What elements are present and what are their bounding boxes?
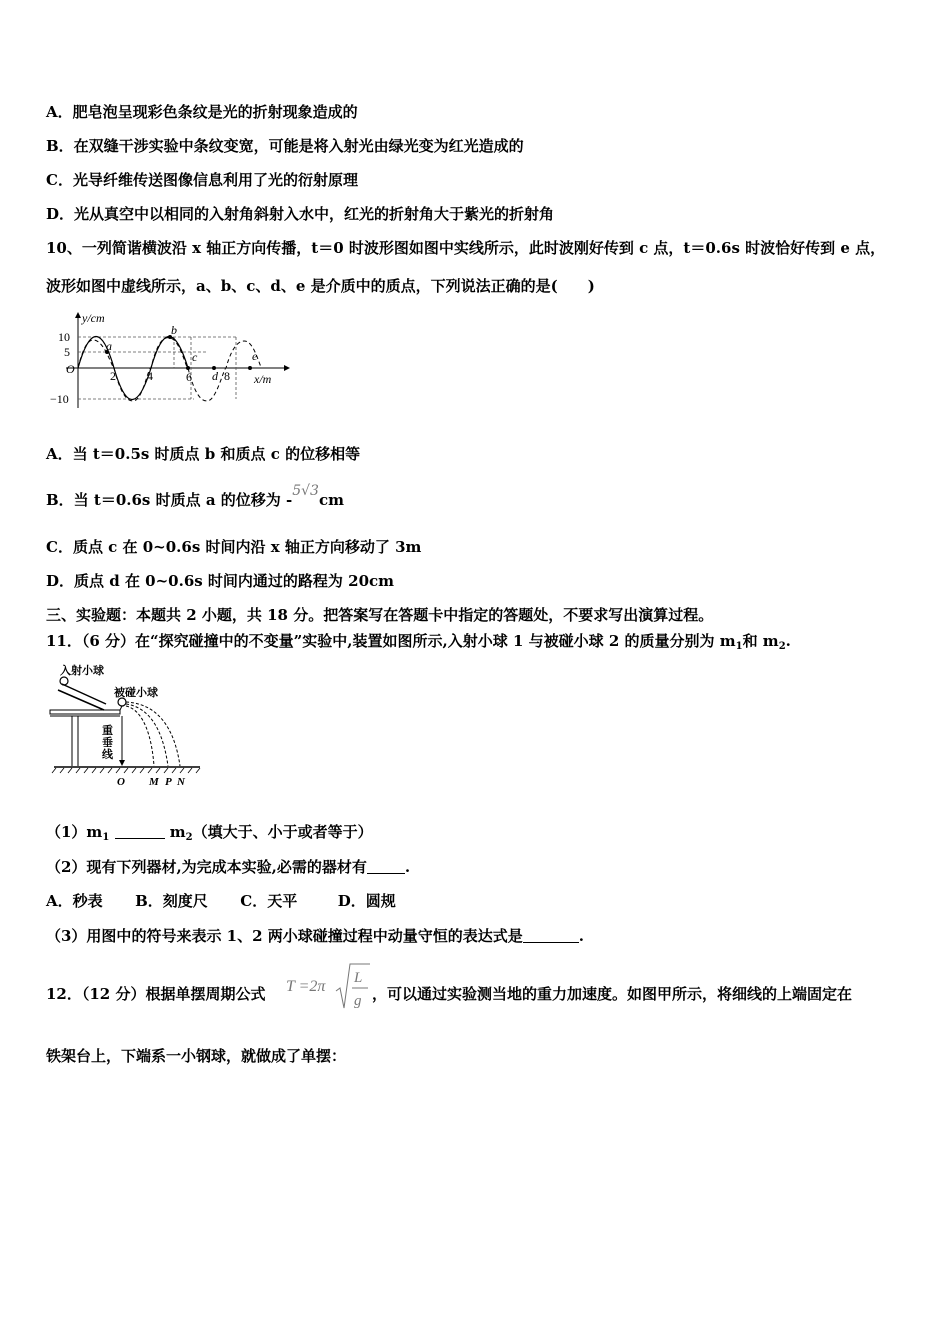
q11-m1-sub: 1 bbox=[735, 641, 743, 652]
point-o-label: O bbox=[117, 776, 125, 788]
q11-stem-mid: 和 m bbox=[742, 632, 779, 650]
q11-part1 bbox=[46, 822, 373, 848]
q11-part2-text: （2）现有下列器材,为完成本实验,必需的器材有 bbox=[46, 858, 367, 876]
q10-option-c: C．质点 c 在 0~0.6s 时间内沿 x 轴正方向移动了 3m bbox=[46, 538, 422, 556]
q11-part1-post: （填大于、小于或者等于） bbox=[192, 823, 373, 841]
x-tick-2: 2 bbox=[110, 369, 116, 383]
q11-part2-end: . bbox=[404, 858, 411, 876]
q11-part1-sub1: 1 bbox=[102, 832, 110, 843]
q11-option-d: D．圆规 bbox=[337, 892, 396, 910]
collision-apparatus-figure bbox=[46, 660, 206, 790]
q11-part3 bbox=[46, 926, 584, 946]
x-tick-4: 4 bbox=[147, 369, 153, 383]
x-tick-8: 8 bbox=[224, 369, 230, 383]
label-c: c bbox=[192, 350, 198, 364]
formula-numerator: L bbox=[354, 970, 363, 986]
q11-part3-text: （3）用图中的符号来表示 1、2 两小球碰撞过程中动量守恒的表达式是 bbox=[46, 927, 523, 945]
origin-label: O bbox=[66, 362, 75, 376]
x-tick-6: 6 bbox=[186, 370, 192, 384]
plumb-line-label-1: 重 bbox=[102, 725, 113, 737]
q11-stem-pre: 11．（6 分）在“探究碰撞中的不变量”实验中,装置如图所示,入射小球 1 与被碰小球 2 的质量分别为 m bbox=[46, 632, 736, 650]
plumb-line-label-2: 垂 bbox=[102, 737, 113, 749]
q11-part1-m2: m bbox=[169, 823, 186, 841]
x-axis-arrow bbox=[284, 365, 290, 371]
q11-stem bbox=[46, 631, 791, 657]
q9-option-d: D．光从真空中以相同的入射角斜射入水中，红光的折射角大于紫光的折射角 bbox=[46, 205, 555, 223]
q11-stem-end: . bbox=[785, 632, 791, 650]
q10-stem-line2: 波形如图中虚线所示，a、b、c、d、e 是介质中的质点，下列说法正确的是( ) bbox=[46, 277, 595, 295]
q9-option-b: B．在双缝干涉实验中条纹变宽，可能是将入射光由绿光变为红光造成的 bbox=[46, 137, 524, 155]
label-e: e bbox=[252, 349, 258, 363]
q12-stem-post: ，可以通过实验测当地的重力加速度。如图甲所示，将细线的上端固定在 bbox=[372, 985, 853, 1003]
target-ball bbox=[118, 698, 126, 706]
q10-stem-line1: 10、一列简谐横波沿 x 轴正方向传播，t＝0 时波形图如图中实线所示，此时波刚好传到 c 点，t＝0.6s 时波恰好传到 e 点， bbox=[46, 239, 886, 257]
q11-m2-sub: 2 bbox=[778, 641, 786, 652]
q11-option-c: C．天平 bbox=[240, 892, 298, 910]
point-p-label: P bbox=[165, 776, 172, 788]
label-d: d bbox=[212, 369, 218, 383]
q10-option-d: D．质点 d 在 0~0.6s 时间内通过的路程为 20cm bbox=[46, 572, 395, 590]
y-axis-arrow bbox=[75, 312, 81, 318]
q11-part3-blank[interactable] bbox=[523, 928, 579, 943]
plumb-line-label-3: 线 bbox=[102, 749, 113, 761]
q11-part1-blank[interactable] bbox=[115, 824, 165, 839]
q12-stem-line2: 铁架台上，下端系一小钢球，就做成了单摆： bbox=[46, 1047, 347, 1065]
q10-option-b bbox=[46, 483, 344, 511]
q11-part1-pre: （1）m bbox=[46, 823, 103, 841]
q9-option-a: A．肥皂泡呈现彩色条纹是光的折射现象造成的 bbox=[46, 103, 358, 121]
q11-part1-sub2: 2 bbox=[185, 832, 193, 843]
q11-part2 bbox=[46, 857, 410, 877]
y-tick-10: 10 bbox=[58, 330, 70, 344]
y-tick-neg10: −10 bbox=[50, 392, 69, 406]
point-m-label: M bbox=[149, 776, 159, 788]
point-n-label: N bbox=[177, 776, 185, 788]
formula-denominator: g bbox=[354, 993, 362, 1009]
target-ball-label: 被碰小球 bbox=[114, 687, 158, 699]
q12-stem bbox=[46, 984, 265, 1004]
formula-lhs: T =2π bbox=[286, 978, 326, 995]
q11-part2-blank[interactable] bbox=[367, 859, 405, 874]
point-e bbox=[248, 366, 252, 370]
q11-part3-end: . bbox=[578, 927, 584, 945]
label-a: a bbox=[106, 339, 112, 353]
q10-option-b-unit: cm bbox=[318, 491, 344, 509]
q9-option-c: C．光导纤维传送图像信息利用了光的衍射原理 bbox=[46, 171, 358, 189]
incident-ball-label: 入射小球 bbox=[60, 665, 104, 677]
q12-stem-pre: 12．（12 分）根据单摆周期公式 bbox=[46, 985, 266, 1003]
label-b: b bbox=[171, 323, 177, 337]
q11-option-b: B．刻度尺 bbox=[135, 892, 208, 910]
q11-options bbox=[46, 891, 396, 911]
y-tick-5: 5 bbox=[64, 345, 70, 359]
pendulum-formula bbox=[286, 958, 376, 1014]
q10-option-b-text: B．当 t＝0.6s 时质点 a 的位移为 - bbox=[46, 491, 293, 509]
q11-option-a: A．秒表 bbox=[46, 892, 103, 910]
incident-ball bbox=[60, 677, 68, 685]
q10-option-b-math: 5√3 bbox=[292, 483, 319, 499]
section3-heading: 三、实验题：本题共 2 小题，共 18 分。把答案写在答题卡中指定的答题处，不要求写出演算过程。 bbox=[46, 606, 714, 624]
y-axis-label: y/cm bbox=[82, 311, 105, 325]
q10-option-a: A．当 t＝0.5s 时质点 b 和质点 c 的位移相等 bbox=[46, 445, 361, 463]
wave-graph bbox=[46, 308, 296, 413]
x-axis-label: x/m bbox=[254, 372, 272, 386]
